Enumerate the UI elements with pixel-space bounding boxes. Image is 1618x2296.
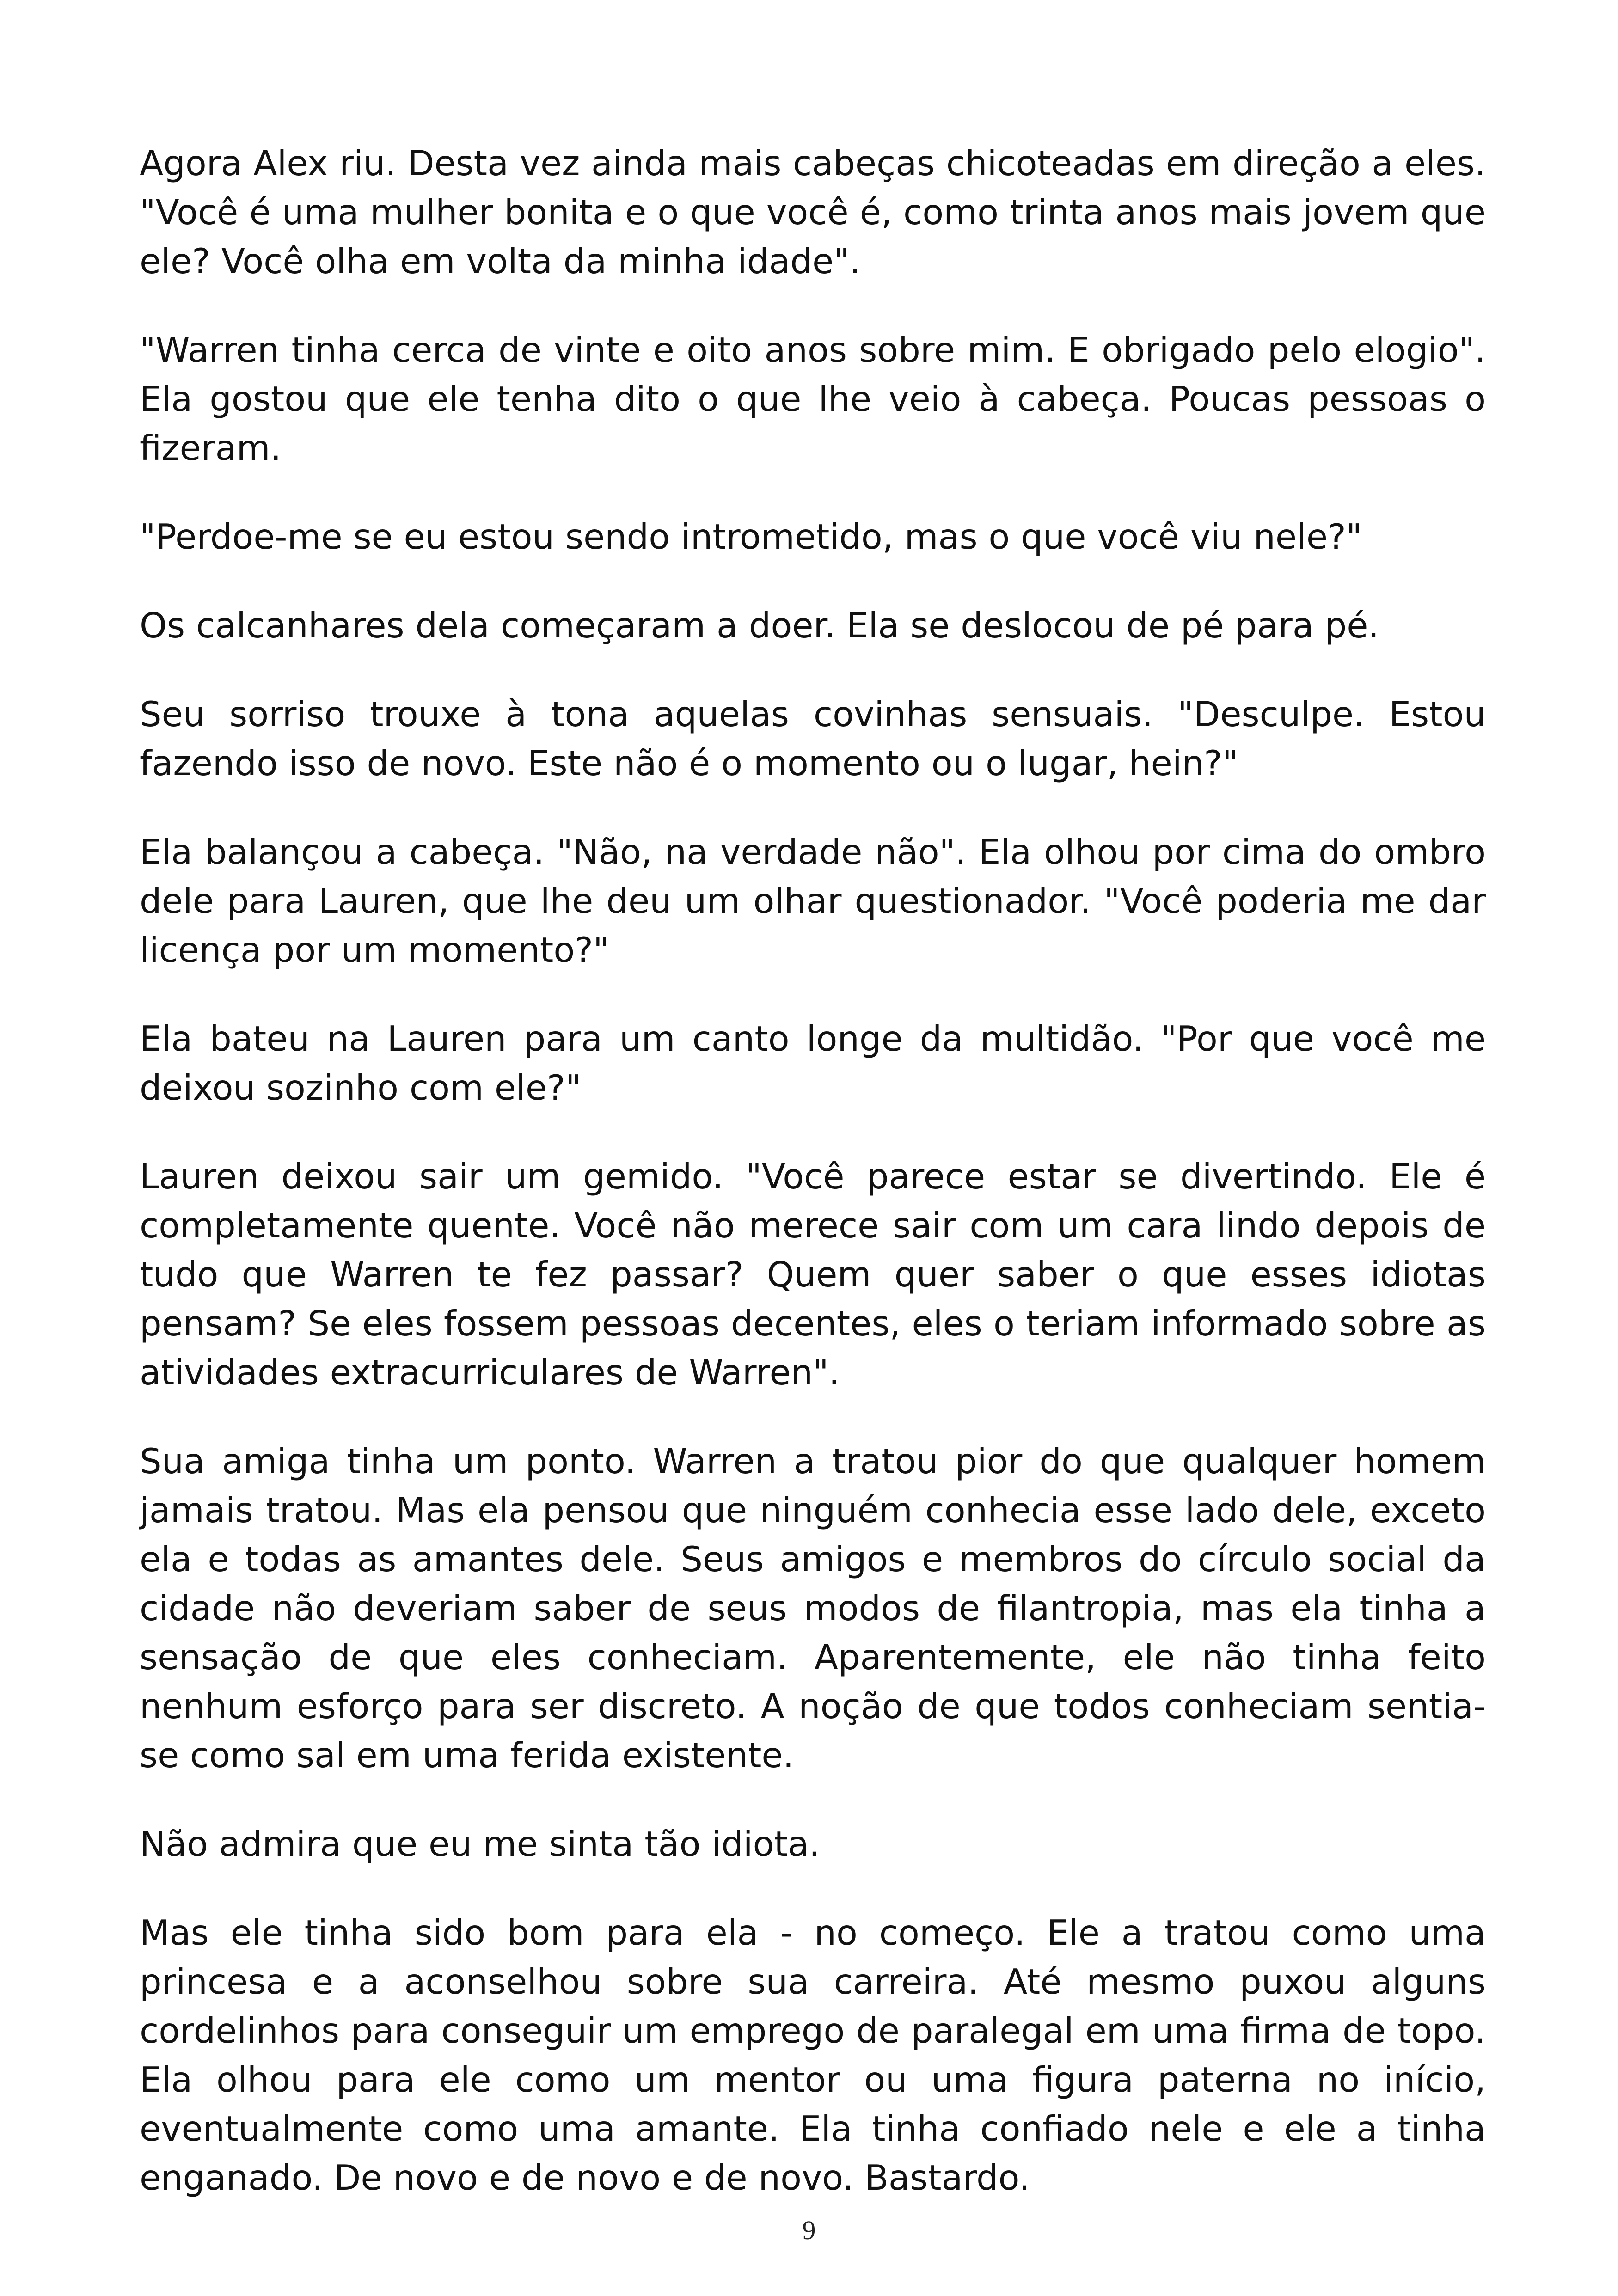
page-number: 9	[802, 2215, 816, 2245]
paragraph-5: Seu sorriso trouxe à tona aquelas covinhas sensuais. "Desculpe. Estou fazendo isso de novo. Este não é o momento ou o lugar, hein?"	[140, 694, 1486, 784]
paragraph-1: Agora Alex riu. Desta vez ainda mais cabeças chicoteadas em direção a eles. "Você é uma mulher bonita e o que você é, como trinta anos mais jovem que ele? Você olha em volta da minha idade".	[140, 143, 1486, 282]
paragraph-8: Lauren deixou sair um gemido. "Você parece estar se divertindo. Ele é completamente quente. Você não merece sair com um cara lindo depois de tudo que Warren te fez passar? Quem quer saber o que esses idiotas pensam? Se eles fossem pessoas decentes, eles o teriam informado sobre as atividades extracurriculares de Warren".	[140, 1156, 1486, 1393]
paragraph-10: Não admira que eu me sinta tão idiota.	[140, 1824, 820, 1864]
paragraph-7: Ela bateu na Lauren para um canto longe da multidão. "Por que você me deixou sozinho com ele?"	[140, 1018, 1486, 1108]
paragraph-3: "Perdoe-me se eu estou sendo intrometido, mas o que você viu nele?"	[140, 516, 1362, 557]
paragraph-2: "Warren tinha cerca de vinte e oito anos sobre mim. E obrigado pelo elogio". Ela gostou que ele tenha dito o que lhe veio à cabeça. Poucas pessoas o fizeram.	[140, 330, 1486, 468]
paragraph-9: Sua amiga tinha um ponto. Warren a tratou pior do que qualquer homem jamais tratou. Mas ela pensou que ninguém conhecia esse lado dele, exceto ela e todas as amantes dele. Seus amigos e membros do círculo social da cidade não deveriam saber de seus modos de filantropia, mas ela tinha a sensação de que eles conheciam. Aparentemente, ele não tinha feito nenhum esforço para ser discreto. A noção de que todos conheciam sentia-se como sal em uma ferida existente.	[140, 1441, 1486, 1776]
paragraph-4: Os calcanhares dela começaram a doer. Ela se deslocou de pé para pé.	[140, 605, 1379, 646]
paragraph-11: Mas ele tinha sido bom para ela - no começo. Ele a tratou como uma princesa e a aconselhou sobre sua carreira. Até mesmo puxou alguns cordelinhos para conseguir um emprego de paralegal em uma firma de topo. Ela olhou para ele como um mentor ou uma figura paterna no início, eventualmente como uma amante. Ela tinha confiado nele e ele a tinha enganado. De novo e de novo e de novo. Bastardo.	[140, 1912, 1486, 2198]
paragraph-6: Ela balançou a cabeça. "Não, na verdade não". Ela olhou por cima do ombro dele para Lauren, que lhe deu um olhar questionador. "Você poderia me dar licença por um momento?"	[140, 832, 1486, 970]
body-text	[140, 139, 1486, 2242]
